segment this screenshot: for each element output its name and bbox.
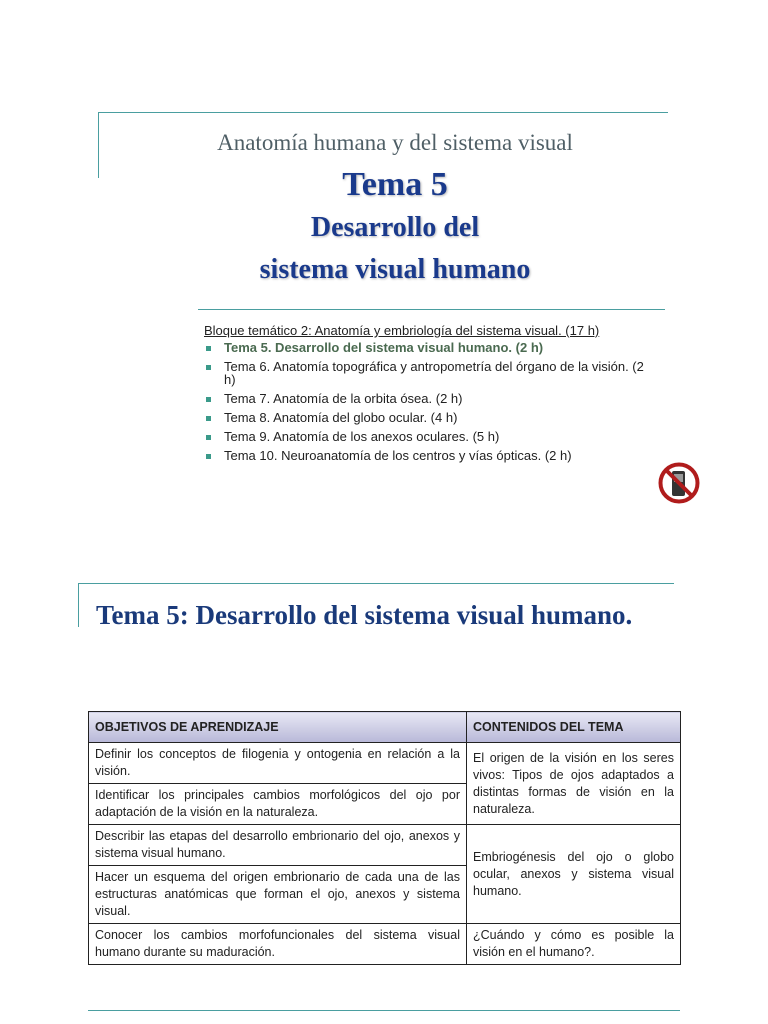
objectives-table	[88, 711, 681, 965]
tema-title-line2: sistema visual humano	[259, 254, 531, 285]
objective-cell: Describir las etapas del desarrollo embrionario del ojo, anexos y sistema visual humano.	[89, 825, 467, 866]
course-title: Anatomía humana y del sistema visual	[217, 130, 573, 155]
table-header-row	[89, 712, 681, 743]
slide2-title: Tema 5: Desarrollo del sistema visual humano.	[96, 600, 633, 630]
slide1-left-rule	[98, 112, 99, 178]
content-cell: ¿Cuándo y cómo es posible la visión en el humano?.	[467, 924, 681, 965]
slide1-top-rule	[98, 112, 668, 113]
tema-title-line1: Desarrollo del	[310, 212, 480, 243]
list-item: Tema 7. Anatomía de la orbita ósea. (2 h)	[206, 392, 656, 405]
tema-list	[206, 341, 656, 468]
list-item: Tema 10. Neuroanatomía de los centros y vías ópticas. (2 h)	[206, 449, 656, 462]
slide2-top-rule	[78, 583, 674, 584]
slide2-left-rule	[78, 583, 79, 627]
slide2-bottom-rule	[88, 1010, 680, 1011]
slide1-divider	[198, 309, 665, 310]
header-contents: CONTENIDOS DEL TEMA	[467, 712, 681, 743]
objective-cell: Identificar los principales cambios morfológicos del ojo por adaptación de la visión en la naturaleza.	[89, 784, 467, 825]
table-row	[89, 743, 681, 784]
header-objectives: OBJETIVOS DE APRENDIZAJE	[89, 712, 467, 743]
content-cell: Embriogénesis del ojo o globo ocular, anexos y sistema visual humano.	[467, 825, 681, 924]
objective-cell: Conocer los cambios morfofuncionales del sistema visual humano durante su maduración.	[89, 924, 467, 965]
list-item: Tema 9. Anatomía de los anexos oculares. (5 h)	[206, 430, 656, 443]
no-mobile-phone-icon	[657, 461, 701, 505]
content-cell: El origen de la visión en los seres vivos: Tipos de ojos adaptados a distintas formas de visión en la naturaleza.	[467, 743, 681, 825]
tema-number: Tema 5	[342, 166, 448, 203]
objective-cell: Definir los conceptos de filogenia y ontogenia en relación a la visión.	[89, 743, 467, 784]
block-heading: Bloque temático 2: Anatomía y embriología del sistema visual. (17 h)	[204, 323, 600, 338]
list-item: Tema 8. Anatomía del globo ocular. (4 h)	[206, 411, 656, 424]
table-row	[89, 825, 681, 866]
list-item: Tema 5. Desarrollo del sistema visual humano. (2 h)	[206, 341, 656, 354]
table-row	[89, 924, 681, 965]
objective-cell: Hacer un esquema del origen embrionario de cada una de las estructuras anatómicas que forman el ojo, anexos y sistema visual.	[89, 866, 467, 924]
list-item: Tema 6. Anatomía topográfica y antropometría del órgano de la visión. (2 h)	[206, 360, 656, 386]
